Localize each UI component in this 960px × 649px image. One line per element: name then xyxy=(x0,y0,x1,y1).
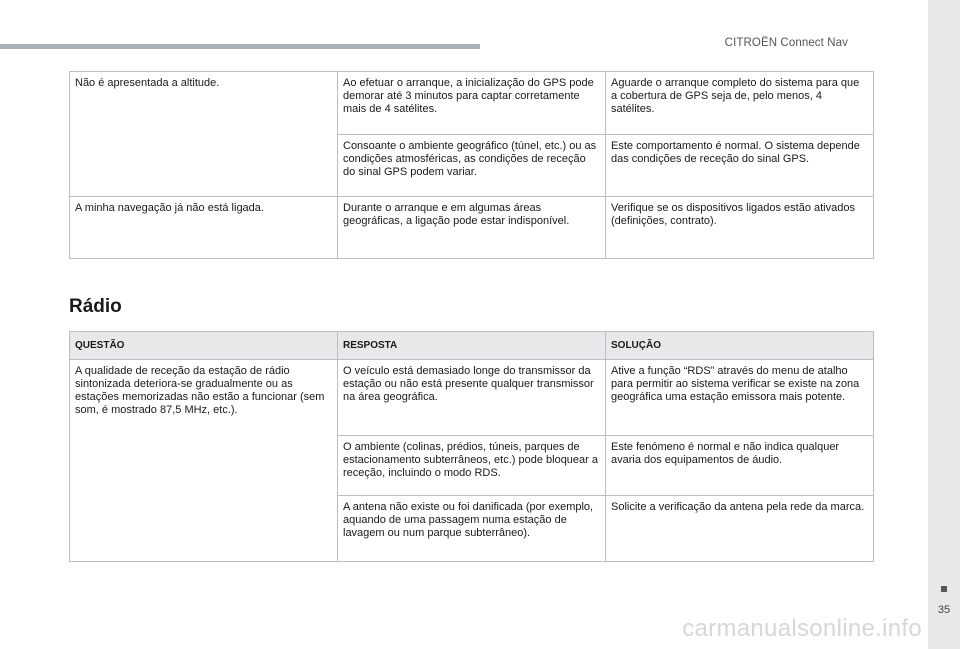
answer-cell: Consoante o ambiente geográfico (túnel, etc.) ou as condições atmosféricas, as condições de receção do sinal GPS podem variar. xyxy=(338,135,606,197)
solution-cell: Este comportamento é normal. O sistema depende das condições de receção do sinal GPS. xyxy=(606,135,874,197)
solution-cell: Ative a função “RDS” através do menu de atalho para permitir ao sistema verificar se existe na zona geográfica uma estação emissora mais potente. xyxy=(606,360,874,436)
page-marker xyxy=(941,586,947,592)
table-row xyxy=(70,72,874,135)
question-cell: A minha navegação já não está ligada. xyxy=(70,197,338,259)
radio-troubleshooting-table xyxy=(69,331,874,562)
section-title: Rádio xyxy=(69,296,122,317)
header-accent-bar xyxy=(0,44,480,49)
column-header-question: QUESTÃO xyxy=(70,332,338,360)
side-margin-strip xyxy=(928,0,960,649)
column-header-answer: RESPOSTA xyxy=(338,332,606,360)
table-header-row xyxy=(70,332,874,360)
header-title: CITROËN Connect Nav xyxy=(724,37,848,49)
question-cell: Não é apresentada a altitude. xyxy=(70,72,338,197)
question-cell: A qualidade de receção da estação de rádio sintonizada deteriora-se gradualmente ou as estações memorizadas não estão a funcionar (sem som, é mostrado 87,5 MHz, etc.). xyxy=(70,360,338,562)
watermark: carmanualsonline.info xyxy=(682,615,922,642)
answer-cell: A antena não existe ou foi danificada (por exemplo, aquando de uma passagem numa estação de lavagem ou num parque subterrâneo). xyxy=(338,496,606,562)
answer-cell: O veículo está demasiado longe do transmissor da estação ou não está presente qualquer transmissor na área geográfica. xyxy=(338,360,606,436)
table-row xyxy=(70,197,874,259)
gps-troubleshooting-table xyxy=(69,71,874,259)
solution-cell: Solicite a verificação da antena pela rede da marca. xyxy=(606,496,874,562)
answer-cell: O ambiente (colinas, prédios, túneis, parques de estacionamento subterrâneos, etc.) pode bloquear a receção, incluindo o modo RDS. xyxy=(338,436,606,496)
solution-cell: Verifique se os dispositivos ligados estão ativados (definições, contrato). xyxy=(606,197,874,259)
solution-cell: Este fenómeno é normal e não indica qualquer avaria dos equipamentos de áudio. xyxy=(606,436,874,496)
solution-cell: Aguarde o arranque completo do sistema para que a cobertura de GPS seja de, pelo menos, 4 satélites. xyxy=(606,72,874,135)
answer-cell: Durante o arranque e em algumas áreas geográficas, a ligação pode estar indisponível. xyxy=(338,197,606,259)
answer-cell: Ao efetuar o arranque, a inicialização do GPS pode demorar até 3 minutos para captar corretamente mais de 4 satélites. xyxy=(338,72,606,135)
column-header-solution: SOLUÇÃO xyxy=(606,332,874,360)
page-number: 35 xyxy=(937,604,951,616)
table-row xyxy=(70,360,874,436)
